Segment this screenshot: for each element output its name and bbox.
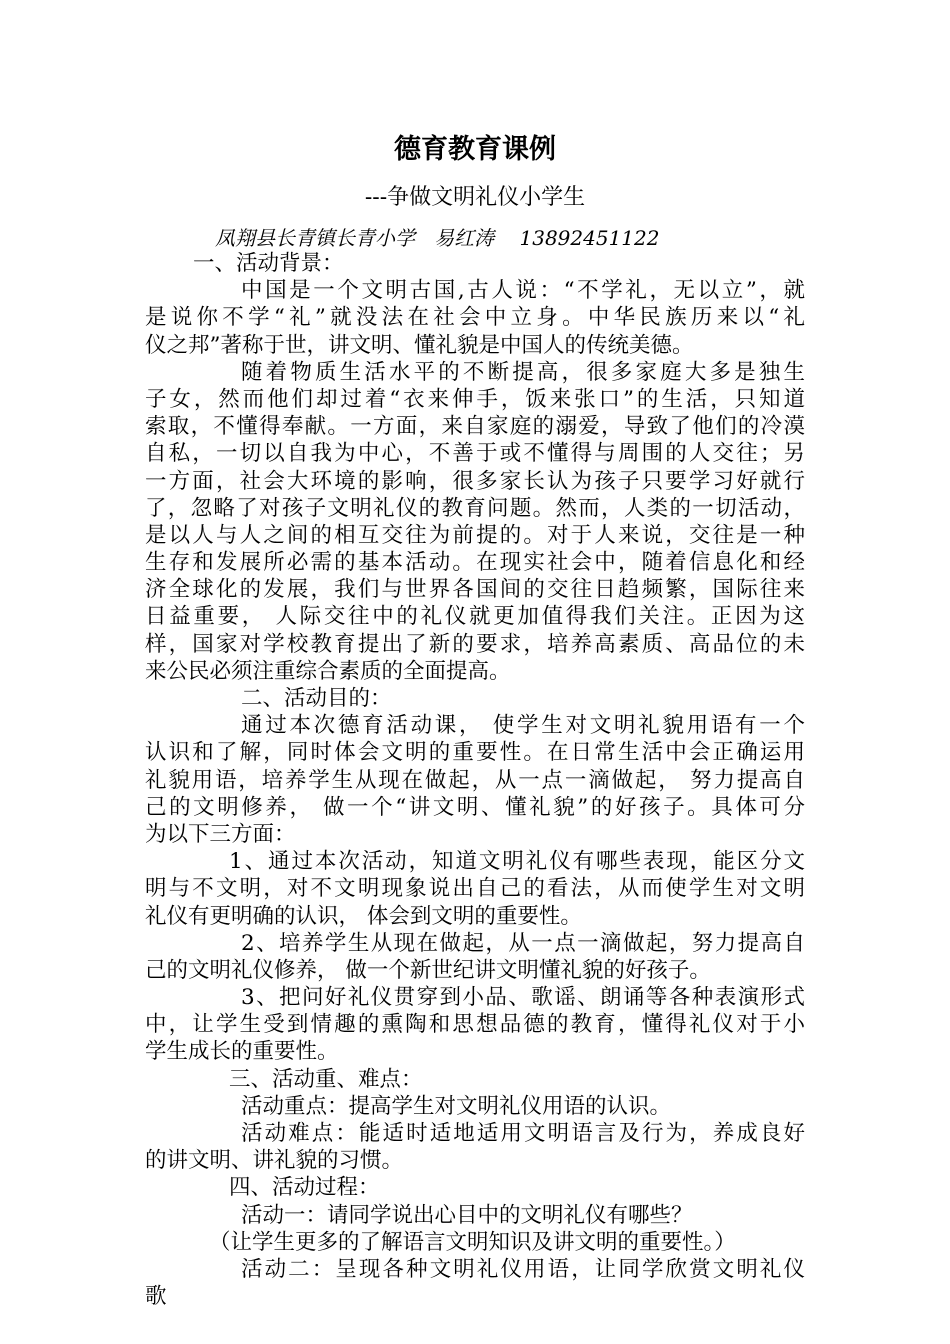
body-line: 认识和了解，同时体会文明的重要性。在日常生活中会正确运用 [145,740,805,766]
body-line: 活动二：呈现各种文明礼仪用语，让同学欣赏文明礼仪 [241,1256,805,1282]
body-line: 四、活动过程： [229,1175,380,1201]
body-line: 自私，一切以自我为中心，不善于或不懂得与周围的人交往；另 [145,441,805,467]
body-line: 学生成长的重要性。 [145,1039,339,1065]
body-line: 了，忽略了对孩子文明礼仪的教育问题。然而，人类的一切活动， [145,495,805,521]
body-line: 1、通过本次活动，知道文明礼仪有哪些表现，能区分文 [229,849,805,875]
body-line: 中国是一个文明古国,古人说：“不学礼，无以立”，就 [241,278,805,304]
body-line: 来公民必须注重综合素质的全面提高。 [145,658,511,684]
body-line: （让学生更多的了解语言文明知识及讲文明的重要性。） [209,1229,736,1255]
body-line: 一、活动背景： [193,251,344,276]
body-line: 三、活动重、难点： [229,1066,423,1092]
body-line: 索取，不懂得奉献。一方面，来自家庭的溺爱，导致了他们的冷漠 [145,414,805,440]
body-line: 礼仪有更明确的认识， 体会到文明的重要性。 [145,903,582,929]
body-line: 的讲文明、讲礼貌的习惯。 [145,1148,404,1174]
body-line: 活动一：请同学说出心目中的文明礼仪有哪些？ [241,1202,693,1228]
body-line: 活动重点：提高学生对文明礼仪用语的认识。 [241,1093,672,1119]
document-subtitle: ---争做文明礼仪小学生 [364,185,586,210]
body-line: 中，让学生受到情趣的熏陶和思想品德的教育，懂得礼仪对于小 [145,1012,805,1038]
body-line: 通过本次德育活动课， 使学生对文明礼貌用语有一个 [241,713,805,739]
document-body [145,250,805,1310]
body-line: 是说你不学“礼”就没法在社会中立身。中华民族历来以“礼 [145,305,805,331]
document-title: 德育教育课例 [394,134,556,165]
body-line: 己的文明礼仪修养， 做一个新世纪讲文明懂礼貌的好孩子。 [145,957,711,983]
body-line: 济全球化的发展，我们与世界各国间的交往日趋频繁，国际往来 [145,577,805,603]
body-line: 日益重要， 人际交往中的礼仪就更加值得我们关注。正因为这 [145,604,805,630]
body-line: 样，国家对学校教育提出了新的要求，培养高素质、高品位的未 [145,631,805,657]
body-line: 子女，然而他们却过着“衣来伸手，饭来张口”的生活，只知道 [145,386,805,412]
body-line: 是以人与人之间的相互交往为前提的。对于人来说，交往是一种 [145,522,805,548]
body-line: 一方面，社会大环境的影响，很多家长认为孩子只要学习好就行 [145,468,805,494]
author-line: 凤翔县长青镇长青小学 易红涛 13892451122 [215,226,660,250]
body-line: 礼貌用语，培养学生从现在做起，从一点一滴做起， 努力提高自 [145,767,805,793]
body-line: 随着物质生活水平的不断提高，很多家庭大多是独生 [241,359,805,385]
body-line: 生存和发展所必需的基本活动。在现实社会中，随着信息化和经 [145,550,805,576]
body-line: 2、培养学生从现在做起，从一点一滴做起，努力提高自 [241,930,805,956]
body-line: 明与不文明，对不文明现象说出自己的看法，从而使学生对文明 [145,876,805,902]
body-line: 3、把问好礼仪贯穿到小品、歌谣、朗诵等各种表演形式 [241,985,805,1011]
body-line: 歌 [145,1284,167,1310]
body-line: 己的文明修养， 做一个“讲文明、懂礼貌”的好孩子。具体可分 [145,794,805,820]
body-line: 仪之邦”著称于世，讲文明、懂礼貌是中国人的传统美德。 [145,332,694,358]
body-line: 活动难点：能适时适地适用文明语言及行为，养成良好 [241,1121,805,1146]
body-line: 二、活动目的： [241,686,392,711]
body-line: 为以下三方面： [145,821,296,847]
